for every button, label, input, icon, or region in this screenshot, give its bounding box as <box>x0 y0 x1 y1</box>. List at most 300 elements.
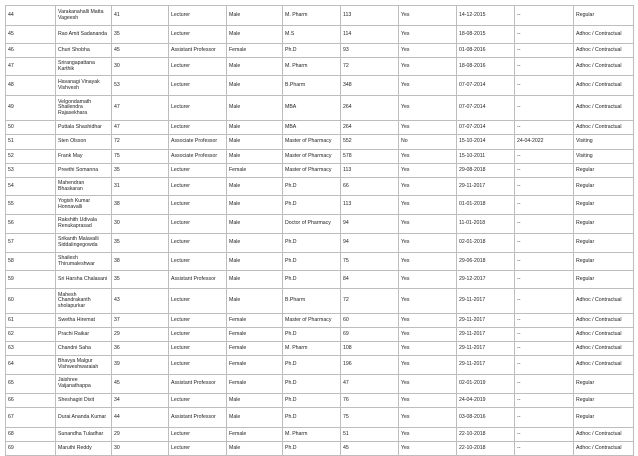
cell-name: Rakshith Udivala Renukaprasad <box>56 215 112 234</box>
cell-nature: Regular <box>574 196 634 215</box>
cell-age: 30 <box>112 58 169 76</box>
cell-no: 47 <box>6 58 56 76</box>
cell-age: 75 <box>112 150 169 164</box>
cell-leaving: -- <box>515 328 574 342</box>
cell-no: 60 <box>6 289 56 314</box>
cell-qualification: M. Pharm <box>283 6 341 26</box>
cell-gender: Male <box>227 58 283 76</box>
cell-designation: Lecturer <box>169 253 227 271</box>
table-row <box>6 253 634 271</box>
cell-joining: 24-04-2019 <box>457 394 515 408</box>
cell-leaving: -- <box>515 408 574 428</box>
cell-leaving: -- <box>515 44 574 58</box>
cell-currently: No <box>399 135 457 150</box>
cell-experience: 69 <box>341 328 399 342</box>
cell-nature: Adhoc / Contractual <box>574 314 634 328</box>
cell-joining: 18-08-2015 <box>457 26 515 44</box>
cell-designation: Assistant Professor <box>169 375 227 394</box>
cell-currently: Yes <box>399 356 457 375</box>
cell-designation: Lecturer <box>169 164 227 178</box>
cell-qualification: Master of Pharmacy <box>283 164 341 178</box>
cell-no: 59 <box>6 271 56 289</box>
cell-designation: Lecturer <box>169 215 227 234</box>
cell-joining: 29-11-2017 <box>457 342 515 356</box>
cell-name: Yogish Kumar Honnavalli <box>56 196 112 215</box>
cell-nature: Adhoc / Contractual <box>574 289 634 314</box>
cell-age: 53 <box>112 76 169 96</box>
cell-qualification: Ph.D <box>283 178 341 196</box>
cell-age: 35 <box>112 271 169 289</box>
table-row <box>6 121 634 135</box>
cell-leaving: 24-04-2022 <box>515 135 574 150</box>
cell-qualification: Ph.D <box>283 196 341 215</box>
cell-designation: Lecturer <box>169 314 227 328</box>
cell-age: 35 <box>112 234 169 253</box>
cell-name: Churi Shobha <box>56 44 112 58</box>
cell-leaving: -- <box>515 253 574 271</box>
cell-currently: Yes <box>399 442 457 456</box>
cell-name: Preethi Somanna <box>56 164 112 178</box>
cell-name: Sten Olsson <box>56 135 112 150</box>
cell-no: 58 <box>6 253 56 271</box>
cell-designation: Lecturer <box>169 178 227 196</box>
cell-leaving: -- <box>515 121 574 135</box>
cell-experience: 348 <box>341 76 399 96</box>
cell-experience: 113 <box>341 164 399 178</box>
cell-experience: 51 <box>341 428 399 442</box>
table-row <box>6 164 634 178</box>
table-row <box>6 76 634 96</box>
cell-nature: Regular <box>574 253 634 271</box>
cell-no: 52 <box>6 150 56 164</box>
cell-leaving: -- <box>515 178 574 196</box>
cell-joining: 01-01-2018 <box>457 196 515 215</box>
cell-name: Sunandha Tuladhar <box>56 428 112 442</box>
cell-nature: Adhoc / Contractual <box>574 44 634 58</box>
cell-nature: Regular <box>574 375 634 394</box>
cell-currently: Yes <box>399 44 457 58</box>
cell-designation: Lecturer <box>169 234 227 253</box>
cell-leaving: -- <box>515 6 574 26</box>
cell-gender: Female <box>227 44 283 58</box>
cell-joining: 29-11-2017 <box>457 178 515 196</box>
cell-designation: Associate Professor <box>169 150 227 164</box>
cell-name: Velgondamath Shailendra Rajasekhara <box>56 96 112 121</box>
cell-leaving: -- <box>515 342 574 356</box>
cell-no: 53 <box>6 164 56 178</box>
cell-age: 35 <box>112 164 169 178</box>
cell-name: Sheshagiri Dixit <box>56 394 112 408</box>
table-row <box>6 96 634 121</box>
cell-age: 38 <box>112 196 169 215</box>
cell-leaving: -- <box>515 394 574 408</box>
table-row <box>6 428 634 442</box>
cell-leaving: -- <box>515 96 574 121</box>
cell-gender: Male <box>227 442 283 456</box>
cell-designation: Assistant Professor <box>169 44 227 58</box>
cell-name: Durai Ananda Kumar <box>56 408 112 428</box>
cell-age: 29 <box>112 428 169 442</box>
cell-gender: Female <box>227 342 283 356</box>
cell-no: 62 <box>6 328 56 342</box>
cell-gender: Male <box>227 253 283 271</box>
cell-currently: Yes <box>399 289 457 314</box>
cell-age: 35 <box>112 26 169 44</box>
cell-designation: Lecturer <box>169 26 227 44</box>
cell-joining: 02-01-2019 <box>457 375 515 394</box>
cell-name: Rao Amit Sadananda <box>56 26 112 44</box>
table-row <box>6 314 634 328</box>
cell-leaving: -- <box>515 196 574 215</box>
cell-experience: 578 <box>341 150 399 164</box>
cell-joining: 29-08-2018 <box>457 164 515 178</box>
cell-no: 48 <box>6 76 56 96</box>
cell-designation: Associate Professor <box>169 135 227 150</box>
table-row <box>6 215 634 234</box>
cell-joining: 14-12-2015 <box>457 6 515 26</box>
cell-no: 64 <box>6 356 56 375</box>
cell-currently: Yes <box>399 253 457 271</box>
faculty-table-body <box>6 6 634 456</box>
cell-gender: Male <box>227 121 283 135</box>
cell-nature: Regular <box>574 215 634 234</box>
cell-nature: Visiting <box>574 150 634 164</box>
cell-designation: Lecturer <box>169 121 227 135</box>
cell-currently: Yes <box>399 121 457 135</box>
cell-age: 29 <box>112 328 169 342</box>
cell-no: 57 <box>6 234 56 253</box>
cell-qualification: M. Pharm <box>283 58 341 76</box>
cell-no: 61 <box>6 314 56 328</box>
cell-name: Jaishree Vaijanathappa <box>56 375 112 394</box>
table-row <box>6 150 634 164</box>
cell-name: Sri Harsha Chalasani <box>56 271 112 289</box>
cell-leaving: -- <box>515 26 574 44</box>
cell-gender: Male <box>227 26 283 44</box>
cell-experience: 552 <box>341 135 399 150</box>
cell-experience: 94 <box>341 234 399 253</box>
cell-experience: 72 <box>341 58 399 76</box>
cell-qualification: M. Pharm <box>283 342 341 356</box>
cell-designation: Lecturer <box>169 96 227 121</box>
cell-gender: Male <box>227 394 283 408</box>
cell-name: Frank May <box>56 150 112 164</box>
cell-nature: Adhoc / Contractual <box>574 442 634 456</box>
cell-currently: Yes <box>399 58 457 76</box>
cell-qualification: Ph.D <box>283 234 341 253</box>
cell-experience: 75 <box>341 253 399 271</box>
cell-joining: 29-11-2017 <box>457 356 515 375</box>
cell-gender: Male <box>227 271 283 289</box>
cell-gender: Female <box>227 164 283 178</box>
cell-qualification: Ph.D <box>283 271 341 289</box>
cell-gender: Male <box>227 96 283 121</box>
cell-age: 45 <box>112 44 169 58</box>
cell-currently: Yes <box>399 6 457 26</box>
table-row <box>6 58 634 76</box>
table-row <box>6 289 634 314</box>
cell-nature: Adhoc / Contractual <box>574 342 634 356</box>
cell-age: 31 <box>112 178 169 196</box>
cell-designation: Lecturer <box>169 442 227 456</box>
cell-nature: Adhoc / Contractual <box>574 58 634 76</box>
cell-joining: 15-10-2011 <box>457 150 515 164</box>
cell-designation: Assistant Professor <box>169 408 227 428</box>
cell-experience: 75 <box>341 408 399 428</box>
cell-nature: Regular <box>574 394 634 408</box>
cell-age: 30 <box>112 442 169 456</box>
cell-qualification: Ph.D <box>283 375 341 394</box>
cell-qualification: Ph.D <box>283 356 341 375</box>
cell-joining: 02-01-2018 <box>457 234 515 253</box>
cell-nature: Regular <box>574 408 634 428</box>
cell-joining: 29-11-2017 <box>457 289 515 314</box>
table-row <box>6 44 634 58</box>
cell-age: 39 <box>112 356 169 375</box>
cell-experience: 66 <box>341 178 399 196</box>
table-row <box>6 6 634 26</box>
table-row <box>6 342 634 356</box>
cell-joining: 15-10-2014 <box>457 135 515 150</box>
cell-name: Swetha Hiremat <box>56 314 112 328</box>
cell-joining: 07-07-2014 <box>457 76 515 96</box>
cell-designation: Lecturer <box>169 394 227 408</box>
table-row <box>6 356 634 375</box>
cell-experience: 94 <box>341 215 399 234</box>
cell-currently: Yes <box>399 215 457 234</box>
cell-name: Shailesh Thirumaleshwar <box>56 253 112 271</box>
cell-nature: Visiting <box>574 135 634 150</box>
cell-currently: Yes <box>399 164 457 178</box>
cell-no: 55 <box>6 196 56 215</box>
cell-name: Srirangapattana Karthik <box>56 58 112 76</box>
cell-designation: Lecturer <box>169 342 227 356</box>
cell-nature: Regular <box>574 6 634 26</box>
cell-leaving: -- <box>515 428 574 442</box>
cell-joining: 03-08-2016 <box>457 408 515 428</box>
cell-age: 43 <box>112 289 169 314</box>
table-row <box>6 442 634 456</box>
cell-experience: 264 <box>341 121 399 135</box>
cell-no: 66 <box>6 394 56 408</box>
cell-gender: Male <box>227 150 283 164</box>
cell-gender: Male <box>227 289 283 314</box>
cell-no: 49 <box>6 96 56 121</box>
cell-no: 65 <box>6 375 56 394</box>
cell-age: 38 <box>112 253 169 271</box>
cell-nature: Regular <box>574 271 634 289</box>
cell-qualification: Ph.D <box>283 44 341 58</box>
cell-joining: 22-10-2018 <box>457 442 515 456</box>
cell-experience: 108 <box>341 342 399 356</box>
cell-designation: Lecturer <box>169 6 227 26</box>
cell-leaving: -- <box>515 234 574 253</box>
cell-joining: 18-08-2016 <box>457 58 515 76</box>
cell-currently: Yes <box>399 428 457 442</box>
table-row <box>6 234 634 253</box>
cell-qualification: Doctor of Pharmacy <box>283 215 341 234</box>
cell-name: Maruthi Reddy <box>56 442 112 456</box>
cell-qualification: Master of Pharmacy <box>283 135 341 150</box>
cell-no: 56 <box>6 215 56 234</box>
cell-name: Chandni Saha <box>56 342 112 356</box>
cell-gender: Male <box>227 234 283 253</box>
cell-currently: Yes <box>399 76 457 96</box>
cell-name: Bhavya Malgur Vishweshwaraiah <box>56 356 112 375</box>
cell-currently: Yes <box>399 314 457 328</box>
cell-name: Mahesh Chandrakanth sholapurkar <box>56 289 112 314</box>
cell-age: 36 <box>112 342 169 356</box>
cell-gender: Male <box>227 196 283 215</box>
cell-age: 47 <box>112 96 169 121</box>
cell-gender: Female <box>227 328 283 342</box>
cell-no: 51 <box>6 135 56 150</box>
cell-joining: 29-06-2018 <box>457 253 515 271</box>
cell-designation: Assistant Professor <box>169 271 227 289</box>
cell-designation: Lecturer <box>169 289 227 314</box>
cell-nature: Regular <box>574 164 634 178</box>
cell-experience: 45 <box>341 442 399 456</box>
cell-nature: Regular <box>574 178 634 196</box>
cell-currently: Yes <box>399 328 457 342</box>
cell-experience: 60 <box>341 314 399 328</box>
cell-no: 50 <box>6 121 56 135</box>
cell-no: 44 <box>6 6 56 26</box>
cell-age: 37 <box>112 314 169 328</box>
table-row <box>6 375 634 394</box>
cell-gender: Female <box>227 314 283 328</box>
cell-gender: Male <box>227 76 283 96</box>
cell-joining: 29-11-2017 <box>457 314 515 328</box>
cell-designation: Lecturer <box>169 356 227 375</box>
cell-name: Varakanahalli Matta Vageesh <box>56 6 112 26</box>
cell-designation: Lecturer <box>169 196 227 215</box>
cell-joining: 07-07-2014 <box>457 121 515 135</box>
cell-no: 63 <box>6 342 56 356</box>
cell-experience: 84 <box>341 271 399 289</box>
table-row <box>6 328 634 342</box>
cell-no: 69 <box>6 442 56 456</box>
cell-name: Srikanth Malavalli Siddalingegowda <box>56 234 112 253</box>
table-row <box>6 271 634 289</box>
cell-leaving: -- <box>515 356 574 375</box>
cell-designation: Lecturer <box>169 58 227 76</box>
cell-qualification: M. Pharm <box>283 428 341 442</box>
cell-nature: Adhoc / Contractual <box>574 26 634 44</box>
table-row <box>6 196 634 215</box>
cell-leaving: -- <box>515 58 574 76</box>
cell-qualification: Master of Pharmacy <box>283 314 341 328</box>
cell-joining: 07-07-2014 <box>457 96 515 121</box>
cell-name: Prachi Raikar <box>56 328 112 342</box>
cell-qualification: Master of Pharmacy <box>283 150 341 164</box>
cell-qualification: Ph.D <box>283 253 341 271</box>
cell-currently: Yes <box>399 342 457 356</box>
cell-no: 54 <box>6 178 56 196</box>
cell-currently: Yes <box>399 234 457 253</box>
cell-currently: Yes <box>399 408 457 428</box>
cell-no: 68 <box>6 428 56 442</box>
cell-gender: Male <box>227 408 283 428</box>
cell-currently: Yes <box>399 150 457 164</box>
faculty-table-container <box>5 5 633 456</box>
cell-experience: 196 <box>341 356 399 375</box>
cell-age: 41 <box>112 6 169 26</box>
cell-experience: 93 <box>341 44 399 58</box>
table-row <box>6 178 634 196</box>
cell-currently: Yes <box>399 375 457 394</box>
cell-nature: Adhoc / Contractual <box>574 356 634 375</box>
cell-qualification: Ph.D <box>283 394 341 408</box>
cell-currently: Yes <box>399 96 457 121</box>
cell-name: Havanagi Vinayak Vishvesh <box>56 76 112 96</box>
table-row <box>6 135 634 150</box>
cell-experience: 76 <box>341 394 399 408</box>
cell-name: Puttala Shashidhar <box>56 121 112 135</box>
cell-leaving: -- <box>515 289 574 314</box>
cell-leaving: -- <box>515 150 574 164</box>
cell-joining: 29-12-2017 <box>457 271 515 289</box>
cell-currently: Yes <box>399 178 457 196</box>
cell-experience: 72 <box>341 289 399 314</box>
cell-qualification: MBA <box>283 121 341 135</box>
table-row <box>6 26 634 44</box>
cell-currently: Yes <box>399 196 457 215</box>
cell-currently: Yes <box>399 271 457 289</box>
cell-age: 45 <box>112 375 169 394</box>
cell-qualification: Ph.D <box>283 408 341 428</box>
cell-experience: 264 <box>341 96 399 121</box>
cell-age: 34 <box>112 394 169 408</box>
cell-joining: 01-08-2016 <box>457 44 515 58</box>
cell-experience: 113 <box>341 6 399 26</box>
cell-leaving: -- <box>515 271 574 289</box>
cell-nature: Adhoc / Contractual <box>574 96 634 121</box>
table-row <box>6 394 634 408</box>
cell-qualification: MBA <box>283 96 341 121</box>
cell-leaving: -- <box>515 314 574 328</box>
cell-gender: Female <box>227 428 283 442</box>
cell-leaving: -- <box>515 215 574 234</box>
cell-leaving: -- <box>515 164 574 178</box>
faculty-table <box>5 5 634 456</box>
cell-qualification: Ph.D <box>283 328 341 342</box>
cell-gender: Male <box>227 135 283 150</box>
cell-joining: 11-01-2018 <box>457 215 515 234</box>
cell-qualification: B.Pharm <box>283 76 341 96</box>
cell-leaving: -- <box>515 76 574 96</box>
cell-nature: Adhoc / Contractual <box>574 328 634 342</box>
cell-joining: 22-10-2018 <box>457 428 515 442</box>
cell-gender: Female <box>227 356 283 375</box>
cell-qualification: M.S <box>283 26 341 44</box>
cell-nature: Adhoc / Contractual <box>574 121 634 135</box>
cell-age: 44 <box>112 408 169 428</box>
cell-no: 67 <box>6 408 56 428</box>
cell-name: Mahendran Bhaskaran <box>56 178 112 196</box>
cell-designation: Lecturer <box>169 428 227 442</box>
cell-nature: Adhoc / Contractual <box>574 76 634 96</box>
cell-gender: Male <box>227 215 283 234</box>
cell-nature: Adhoc / Contractual <box>574 428 634 442</box>
cell-qualification: B.Pharm <box>283 289 341 314</box>
cell-currently: Yes <box>399 394 457 408</box>
cell-age: 47 <box>112 121 169 135</box>
cell-experience: 113 <box>341 196 399 215</box>
cell-gender: Male <box>227 178 283 196</box>
cell-no: 45 <box>6 26 56 44</box>
cell-currently: Yes <box>399 26 457 44</box>
